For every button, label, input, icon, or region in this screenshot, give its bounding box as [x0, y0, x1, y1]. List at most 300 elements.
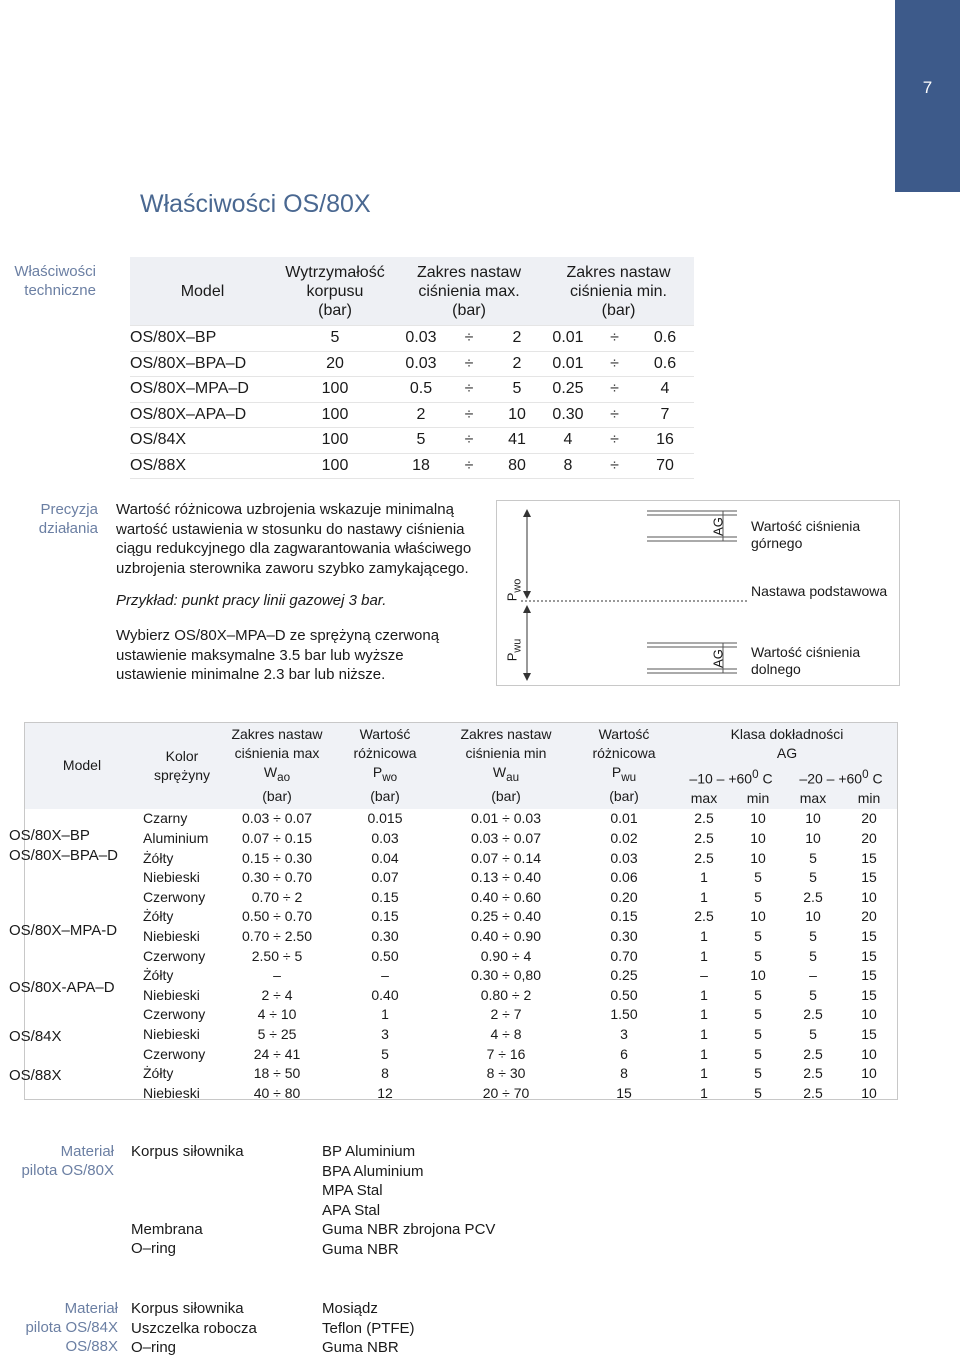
- wau-cell: 0.80 ÷ 2: [480, 986, 532, 1003]
- accuracy-max-2-cell: 2.5: [803, 1084, 823, 1101]
- base-setting-label: Nastawa podstawowa: [751, 583, 888, 599]
- header-max: max: [690, 790, 718, 807]
- wao-cell: 18 ÷ 50: [253, 1065, 301, 1082]
- wao-cell: 2.50 ÷ 5: [251, 947, 303, 964]
- pwo-cell: 1: [381, 1006, 389, 1023]
- pwu-cell: 6: [620, 1045, 628, 1062]
- properties-table: [130, 257, 694, 479]
- wao-cell: 24 ÷ 41: [253, 1045, 301, 1062]
- model-spacer-cell: [25, 1005, 139, 1025]
- header-min: min: [746, 790, 770, 807]
- accuracy-min-1-cell: 5: [754, 1025, 762, 1042]
- text-line: Wybierz OS/80X–MPA–D ze sprężyną czerwoną: [116, 627, 440, 644]
- pwu-cell: 0.20: [610, 888, 638, 905]
- spring-color-cell: Żółty: [143, 1065, 174, 1082]
- min-to-cell: 0.6: [636, 326, 694, 352]
- header-model: Model: [62, 757, 102, 774]
- precision-description: [116, 500, 496, 578]
- accuracy-min-1-cell: 5: [754, 1045, 762, 1062]
- text-line: wartość ustawienia w stosunku do nastawy ciśnienia: [116, 520, 465, 538]
- material-80x-materials: [322, 1142, 495, 1259]
- part-name: O–ring: [131, 1339, 177, 1356]
- spring-table-box: [9, 722, 898, 1101]
- accuracy-max-1-cell: –: [700, 967, 708, 984]
- divide-symbol: ÷: [593, 326, 636, 352]
- spring-color-cell: Czarny: [143, 810, 188, 827]
- part-name: Membrana: [131, 1220, 203, 1238]
- pwo-label: [505, 571, 524, 601]
- header-min-range: [543, 257, 694, 326]
- wau-cell: 0.40 ÷ 0.90: [471, 928, 541, 945]
- section-label-line: Właściwości: [14, 263, 96, 280]
- header-line: Zakres nastaw: [460, 726, 552, 743]
- section-label-line: pilota OS/80X: [21, 1162, 114, 1179]
- spring-color-cell: Niebieski: [143, 869, 200, 886]
- min-from-cell: 8: [543, 453, 593, 479]
- section-label-line: pilota OS/84X: [25, 1319, 118, 1336]
- max-to-cell: 2: [491, 351, 543, 377]
- accuracy-max-2-cell: 2.5: [803, 1045, 823, 1062]
- accuracy-min-2-cell: 10: [861, 1006, 877, 1023]
- pwo-cell: 5: [381, 1045, 389, 1062]
- pwu-cell: 1.50: [610, 1006, 638, 1023]
- header-line: sprężyny: [153, 766, 211, 783]
- accuracy-min-1-cell: 10: [750, 830, 766, 847]
- arrow-head-icon: [523, 509, 531, 517]
- header-accuracy: [677, 723, 897, 765]
- wao-cell: 4 ÷ 10: [257, 1006, 297, 1023]
- divide-symbol: ÷: [447, 428, 491, 454]
- spring-color-cell: Niebieski: [143, 986, 200, 1003]
- header-line: (bar): [262, 788, 292, 805]
- header-unit: C: [758, 770, 773, 787]
- header-unit: C: [868, 770, 883, 787]
- header-symbol: W: [492, 764, 507, 781]
- accuracy-min-2-cell: 15: [861, 1025, 877, 1042]
- spring-table: [25, 723, 897, 1103]
- accuracy-min-1-cell: 10: [750, 908, 766, 925]
- precision-diagram: [496, 500, 900, 686]
- accuracy-min-2-cell: 10: [861, 1084, 877, 1101]
- wau-cell: 7 ÷ 16: [486, 1045, 526, 1062]
- page-number: 7: [922, 78, 933, 97]
- text-line: ustawienie maksymalne 3.5 bar lub wyższe: [116, 646, 404, 664]
- min-to-cell: 16: [636, 428, 694, 454]
- table-row: [25, 946, 897, 966]
- header-range-1: [677, 765, 785, 789]
- header-min: min: [857, 790, 881, 807]
- wao-cell: 0.03 ÷ 0.07: [242, 810, 312, 827]
- header-strength: [275, 257, 395, 326]
- pwo-label-sub: wo: [511, 578, 524, 593]
- pwu-cell: 0.02: [610, 830, 638, 847]
- accuracy-min-1-cell: 5: [754, 1084, 762, 1101]
- divide-symbol: ÷: [447, 453, 491, 479]
- spring-color-cell: Żółty: [143, 967, 174, 984]
- material-name: Guma NBR zbrojona PCV: [322, 1221, 496, 1238]
- pwo-cell: 8: [381, 1065, 389, 1082]
- pwu-label: [505, 631, 524, 661]
- accuracy-min-1-cell: 10: [750, 967, 766, 984]
- wao-cell: 0.30 ÷ 0.70: [242, 869, 312, 886]
- pwu-cell: 0.50: [610, 986, 638, 1003]
- page-title: Właściwości OS/80X: [140, 190, 371, 218]
- accuracy-max-2-cell: 5: [809, 849, 817, 866]
- wau-cell: 8 ÷ 30: [486, 1065, 526, 1082]
- model-cell: OS/84X: [130, 428, 275, 454]
- model-spacer-cell: [25, 946, 139, 966]
- accuracy-max-1-cell: 1: [700, 869, 708, 886]
- header-line: ciśnienia max.: [418, 282, 520, 300]
- min-from-cell: 4: [543, 428, 593, 454]
- material-name: Mosiądz: [322, 1300, 378, 1317]
- accuracy-min-1-cell: 5: [754, 986, 762, 1003]
- accuracy-max-2-cell: 10: [805, 908, 821, 925]
- pwo-cell: 0.04: [371, 849, 399, 866]
- accuracy-min-2-cell: 20: [861, 830, 877, 847]
- label-line: górnego: [751, 535, 803, 551]
- header-line: ciśnienia min.: [570, 282, 667, 300]
- header-symbol: P: [611, 764, 622, 781]
- wao-cell: 5 ÷ 25: [257, 1025, 297, 1042]
- header-line: (bar): [318, 301, 352, 319]
- arrow-head-icon: [523, 591, 531, 599]
- wao-cell: 0.15 ÷ 0.30: [242, 849, 312, 866]
- spring-color-cell: Czerwony: [143, 1045, 206, 1062]
- pwu-cell: 0.06: [610, 869, 638, 886]
- header-line: (bar): [601, 301, 636, 319]
- pwo-cell: 0.30: [371, 928, 399, 945]
- section-label-precision: [0, 500, 98, 538]
- text-line: uzbrojenia sterownika zaworu szybko zamykającego.: [116, 559, 469, 577]
- table-row: [130, 402, 694, 428]
- header-subscript: wo: [382, 771, 398, 785]
- pwo-cell: –: [381, 967, 389, 984]
- header-wau: [441, 723, 571, 809]
- max-to-cell: 41: [491, 428, 543, 454]
- table-row: [130, 377, 694, 403]
- header-line: Wartość: [359, 726, 411, 743]
- pwu-cell: 0.01: [610, 810, 638, 827]
- accuracy-min-2-cell: 15: [861, 947, 877, 964]
- table-row: [25, 1083, 897, 1103]
- model-label: OS/80X–BP: [9, 827, 90, 844]
- header-line: (bar): [491, 788, 521, 805]
- model-spacer-cell: [25, 809, 139, 829]
- wao-cell: 2 ÷ 4: [261, 986, 293, 1003]
- accuracy-min-1-cell: 10: [750, 810, 766, 827]
- pwo-cell: 0.03: [371, 830, 399, 847]
- accuracy-min-2-cell: 15: [861, 986, 877, 1003]
- header-model: Model: [130, 257, 275, 326]
- table-row: [25, 985, 897, 1005]
- header-line: AG: [776, 745, 798, 761]
- accuracy-max-1-cell: 2.5: [694, 908, 714, 925]
- accuracy-max-2-cell: 5: [809, 986, 817, 1003]
- accuracy-max-1-cell: 1: [700, 986, 708, 1003]
- max-from-cell: 18: [395, 453, 447, 479]
- divide-symbol: ÷: [447, 402, 491, 428]
- pwu-cell: 0.70: [610, 947, 638, 964]
- spring-color-cell: Czerwony: [143, 888, 206, 905]
- model-spacer-cell: [25, 1044, 139, 1064]
- accuracy-max-2-cell: 10: [805, 810, 821, 827]
- accuracy-max-1-cell: 1: [700, 1045, 708, 1062]
- header-line: korpusu: [306, 282, 364, 300]
- label-line: Wartość ciśnienia: [751, 518, 861, 534]
- table-row: [25, 1063, 897, 1083]
- min-to-cell: 7: [636, 402, 694, 428]
- accuracy-max-2-cell: 10: [805, 830, 821, 847]
- pwo-cell: 0.50: [371, 947, 399, 964]
- accuracy-min-2-cell: 15: [861, 967, 877, 984]
- part-name: Uszczelka robocza: [131, 1319, 257, 1337]
- section-label-line: OS/88X: [65, 1338, 118, 1355]
- material-name: APA Stal: [322, 1201, 381, 1219]
- header-max: max: [799, 790, 827, 807]
- material-name: MPA Stal: [322, 1182, 383, 1199]
- accuracy-max-1-cell: 1: [700, 928, 708, 945]
- section-label-line: działania: [38, 520, 98, 537]
- max-to-cell: 80: [491, 453, 543, 479]
- strength-cell: 100: [275, 377, 395, 403]
- accuracy-max-2-cell: 2.5: [803, 1006, 823, 1023]
- wau-cell: 0.30 ÷ 0,80: [471, 967, 541, 984]
- header-line: [571, 763, 677, 787]
- part-name: O–ring: [131, 1240, 177, 1257]
- header-line: Zakres nastaw: [416, 263, 522, 281]
- pwo-cell: 0.15: [371, 888, 399, 905]
- header-line: (bar): [609, 788, 639, 805]
- table-row: [25, 809, 897, 829]
- header-subscript: wu: [621, 771, 637, 785]
- divide-symbol: ÷: [593, 402, 636, 428]
- text-line: Wartość różnicowa uzbrojenia wskazuje minimalną: [116, 501, 454, 518]
- pwo-cell: 3: [381, 1025, 389, 1042]
- divide-symbol: ÷: [593, 453, 636, 479]
- header-line: Zakres nastaw: [231, 726, 323, 743]
- arrow-head-icon: [523, 673, 531, 681]
- spring-color-cell: Żółty: [143, 908, 174, 925]
- section-label-material-80x: [0, 1142, 114, 1180]
- model-label: OS/80X-APA–D: [9, 979, 115, 996]
- divide-symbol: ÷: [447, 326, 491, 352]
- pwu-cell: 15: [616, 1084, 632, 1101]
- spring-header-row: [25, 723, 897, 765]
- accuracy-max-1-cell: 1: [700, 1084, 708, 1101]
- model-cell: OS/80X–APA–D: [130, 402, 275, 428]
- divide-symbol: ÷: [447, 351, 491, 377]
- accuracy-min-2-cell: 10: [861, 1045, 877, 1062]
- wau-cell: 20 ÷ 70: [482, 1084, 530, 1101]
- strength-cell: 100: [275, 428, 395, 454]
- pwu-cell: 0.03: [610, 849, 638, 866]
- divide-symbol: ÷: [447, 377, 491, 403]
- accuracy-max-1-cell: 2.5: [694, 830, 714, 847]
- accuracy-max-1-cell: 2.5: [694, 810, 714, 827]
- spring-color-cell: Aluminium: [143, 830, 209, 847]
- wau-cell: 0.13 ÷ 0.40: [471, 869, 541, 886]
- header-line: [225, 763, 329, 787]
- material-80x-parts: [131, 1142, 244, 1259]
- accuracy-min-2-cell: 20: [861, 810, 877, 827]
- header-line: różnicowa: [353, 745, 417, 762]
- header-subscript: au: [506, 771, 520, 785]
- wau-cell: 0.90 ÷ 4: [480, 947, 532, 964]
- table-row: [25, 965, 897, 985]
- accuracy-min-2-cell: 20: [861, 908, 877, 925]
- header-line: Wartość: [598, 726, 650, 743]
- text-line: ciągu redukcyjnego dla zagwarantowania właściwego: [116, 540, 472, 557]
- header-line: Wytrzymałość: [285, 263, 385, 281]
- wau-cell: 4 ÷ 8: [490, 1025, 522, 1042]
- min-from-cell: 0.01: [543, 326, 593, 352]
- precision-example: Przykład: punkt pracy linii gazowej 3 bar.: [116, 592, 387, 609]
- part-name: Korpus siłownika: [131, 1300, 244, 1317]
- table-row: [25, 1024, 897, 1044]
- pwo-label-main: P: [504, 592, 520, 602]
- table-row: [25, 1005, 897, 1025]
- pwu-cell: 3: [620, 1025, 628, 1042]
- accuracy-max-1-cell: 1: [700, 1025, 708, 1042]
- divide-symbol: ÷: [593, 351, 636, 377]
- section-label-line: Materiał: [64, 1300, 118, 1317]
- section-label-line: Materiał: [60, 1143, 114, 1160]
- model-spacer-cell: [25, 887, 139, 907]
- table-row: [25, 1044, 897, 1064]
- pwu-cell: 8: [620, 1065, 628, 1082]
- model-cell: OS/80X–BP: [130, 326, 275, 352]
- table-row: [130, 428, 694, 454]
- spacer: [131, 1162, 244, 1220]
- min-from-cell: 0.25: [543, 377, 593, 403]
- spring-color-cell: Czerwony: [143, 1006, 206, 1023]
- header-subscript: ao: [277, 771, 291, 785]
- max-to-cell: 5: [491, 377, 543, 403]
- header-line: Zakres nastaw: [566, 263, 671, 281]
- pwu-cell: 0.15: [610, 908, 638, 925]
- accuracy-max-1-cell: 1: [700, 947, 708, 964]
- pwo-cell: 12: [377, 1084, 393, 1101]
- header-line: ciśnienia max: [234, 745, 320, 762]
- text-line: ustawienie minimalne 2.3 bar lub niższe.: [116, 666, 386, 683]
- header-color: [139, 723, 225, 809]
- section-label-material-84x: [0, 1299, 118, 1356]
- model-label: OS/88X: [9, 1067, 62, 1084]
- accuracy-max-2-cell: 5: [809, 947, 817, 964]
- pwu-cell: 0.30: [610, 928, 638, 945]
- header-symbol: W: [263, 764, 278, 781]
- material-84x-parts: [131, 1299, 257, 1358]
- spring-color-cell: Żółty: [143, 849, 174, 866]
- table-row: [25, 907, 897, 927]
- header-max-range: [395, 257, 543, 326]
- accuracy-min-1-cell: 10: [750, 849, 766, 866]
- header-degree: 0: [752, 768, 759, 781]
- precision-choice: [116, 626, 496, 685]
- accuracy-min-1-cell: 5: [754, 1006, 762, 1023]
- table-row: [130, 351, 694, 377]
- model-label: OS/80X–MPA-D: [9, 922, 118, 939]
- accuracy-min-2-cell: 10: [861, 1065, 877, 1082]
- model-label: OS/84X: [9, 1028, 62, 1045]
- min-from-cell: 0.30: [543, 402, 593, 428]
- header-range-text: –20 – +60: [799, 770, 863, 787]
- properties-header-row: [130, 257, 694, 326]
- table-row: [25, 887, 897, 907]
- material-name: BPA Aluminium: [322, 1162, 424, 1180]
- accuracy-min-1-cell: 5: [754, 928, 762, 945]
- accuracy-max-1-cell: 1: [700, 888, 708, 905]
- spring-color-cell: Niebieski: [143, 1084, 200, 1101]
- header-pwo: [329, 723, 441, 809]
- wao-cell: 0.07 ÷ 0.15: [242, 830, 312, 847]
- accuracy-max-1-cell: 1: [700, 1006, 708, 1023]
- header-range-text: –10 – +60: [689, 770, 753, 787]
- material-84x-materials: [322, 1299, 415, 1358]
- header-line: [329, 763, 441, 787]
- accuracy-min-2-cell: 15: [861, 869, 877, 886]
- section-label-line: techniczne: [24, 282, 96, 299]
- spring-color-cell: Czerwony: [143, 947, 206, 964]
- max-to-cell: 2: [491, 326, 543, 352]
- header-line: (bar): [452, 301, 486, 319]
- material-name: Guma NBR: [322, 1240, 399, 1258]
- model-cell: OS/88X: [130, 453, 275, 479]
- divide-symbol: ÷: [593, 428, 636, 454]
- header-range-2: [785, 765, 897, 789]
- ag-top-label: AG: [710, 517, 726, 536]
- header-line: różnicowa: [592, 745, 656, 762]
- accuracy-max-1-cell: 1: [700, 1065, 708, 1082]
- pwo-cell: 0.15: [371, 908, 399, 925]
- model-label: OS/80X–BPA–D: [9, 847, 118, 864]
- ag-bottom-label: AG: [710, 649, 726, 668]
- strength-cell: 100: [275, 453, 395, 479]
- min-to-cell: 4: [636, 377, 694, 403]
- wau-cell: 0.40 ÷ 0.60: [471, 888, 541, 905]
- wao-cell: 0.70 ÷ 2.50: [242, 928, 312, 945]
- accuracy-min-1-cell: 5: [754, 947, 762, 964]
- header-line: [441, 763, 571, 787]
- accuracy-min-2-cell: 15: [861, 849, 877, 866]
- model-cell: OS/80X–MPA–D: [130, 377, 275, 403]
- strength-cell: 20: [275, 351, 395, 377]
- accuracy-max-2-cell: 5: [809, 928, 817, 945]
- header-line: (bar): [370, 788, 400, 805]
- accuracy-min-2-cell: 10: [861, 888, 877, 905]
- pwu-cell: 0.25: [610, 967, 638, 984]
- max-from-cell: 0.5: [395, 377, 447, 403]
- table-row: [25, 848, 897, 868]
- table-row: [25, 828, 897, 848]
- model-spacer-cell: [25, 1083, 139, 1103]
- accuracy-min-2-cell: 15: [861, 928, 877, 945]
- accuracy-max-2-cell: 5: [809, 1025, 817, 1042]
- header-wao: [225, 723, 329, 809]
- strength-cell: 5: [275, 326, 395, 352]
- wao-cell: 40 ÷ 80: [253, 1084, 301, 1101]
- table-row: [25, 867, 897, 887]
- part-name: Korpus siłownika: [131, 1143, 244, 1160]
- header-line: Kolor: [165, 747, 199, 764]
- wau-cell: 0.25 ÷ 0.40: [471, 908, 541, 925]
- pwu-label-main: P: [504, 652, 520, 662]
- lower-value-label: [751, 644, 860, 678]
- wao-cell: –: [273, 967, 281, 984]
- accuracy-max-2-cell: –: [809, 967, 817, 984]
- spring-color-cell: Niebieski: [143, 928, 200, 945]
